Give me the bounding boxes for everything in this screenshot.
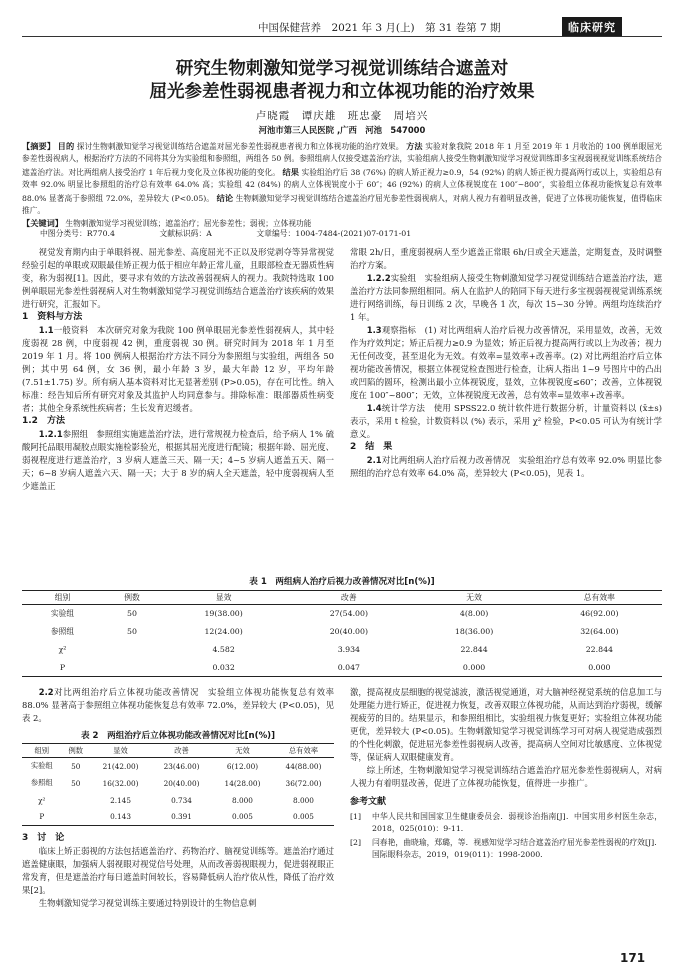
t1-cell: 0.032 xyxy=(212,662,235,672)
t1-cell: 19(38.00) xyxy=(204,609,243,619)
t1-cell: 50 xyxy=(127,609,137,619)
authors: 卢晓霞 谭庆雄 班忠豪 周培兴 xyxy=(255,110,429,122)
t1-header: 组别 xyxy=(54,593,71,602)
s11-text: 一般资料 本次研究对象为我院 100 例单眼屈光参差性弱视病人，其中轻度弱视 28 例，中度弱视 42 例，重度弱视 30 例。研究时间为 2018 年 1 月至 2019 年 1 月。将 100 例病人根据治疗方法不同分为参照组与实验组，两组各 50 例；其中男 64 例，女 36 例，最小年龄 3 岁，最大年龄 12 岁，平均年龄 (7.51±1.75) 岁。所有病人基本资料对比无显著差别 (P>0.05)，存在可比性。纳入标准：经告知后所有研究对象及其监护人均同意参与。排除标准：眼部器质性病变者；其他全身系统性疾病者；生长发育迟缓者。 xyxy=(22,325,334,413)
abstract-method: 实验对象我院 2018 年 1 月至 2019 年 1 月收治的 100 例单眼屈光参差性弱视病人，根据治疗方法的不同将其分为实验组和参照组，两组各 50 例。参照组病人仅接受遮盖治疗法，实验组病人接受生物刺激知觉学习视觉训练即多宝视弱视视觉训练系统结合遮盖治疗法。对比两组病人接受治疗 1 年后视力变化及立体视功能的变化。 xyxy=(22,142,662,177)
t2-cell: 实验组 xyxy=(30,761,53,771)
method-continued: 常眼 2h/日，重度弱视病人至少遮盖正常眼 6h/日或全天遮盖，定期复查，及时调整治疗方案。 xyxy=(350,247,662,270)
t2-cell: 20(40.00) xyxy=(163,778,200,788)
t1-cell: 参照组 xyxy=(50,627,75,636)
t2-header: 无效 xyxy=(235,745,250,755)
abstract-result: 实验组治疗后 38 (76%) 的病人矫正视力≥0.9，54 (92%) 的病人矫正视力提高两行或以上，实验组总有效率 92.0% 明显比参照组的治疗总有效率 64.0% 高；实验组 42 (84%) 的病人立体视锐度小于 60″；46 (92%) 的病人立体视锐度在 100″~800″，实验组立体视功能恢复总有效率 88.0% 显著高于参照组 72.0%，差异较大 (P<0.05)。 xyxy=(22,167,663,203)
keywords-label: 【关键词】 xyxy=(22,218,63,229)
lower-left-column xyxy=(22,686,334,910)
t2-cell: 0.734 xyxy=(171,795,192,805)
table-row xyxy=(22,775,334,792)
running-header xyxy=(22,16,662,38)
reference-item xyxy=(350,811,662,835)
reference-text: 中华人民共和国国家卫生健康委员会．弱视诊治指南[J]．中国实用乡村医生杂志，2018，025(010)：9-11． xyxy=(372,812,662,833)
t2-cell: 50 xyxy=(71,761,81,771)
t1-cell: 22.844 xyxy=(460,645,488,654)
t2-cell: 23(46.00) xyxy=(163,761,200,771)
reference-text: 闫春艳，曲晓瑜，郑璐，等．视感知觉学习结合遮盖治疗屈光参差性弱视的疗效[J]．国际眼科杂志，2019，019(011)：1998-2000． xyxy=(372,838,662,859)
page-number: 171 xyxy=(620,951,646,965)
table-1 xyxy=(22,575,662,677)
t2-cell: 8.000 xyxy=(293,795,314,805)
table-row xyxy=(22,659,662,677)
right-column xyxy=(350,246,662,480)
t1-cell: 0.000 xyxy=(462,662,486,672)
t1-cell: 12(24.00) xyxy=(204,627,243,636)
conclusion-paragraph: 综上所述，生物刺激知觉学习视觉训练结合遮盖治疗屈光参差性弱视病人，对病人视力有着明显改善，促进了立体视功能恢复，值得进一步推广。 xyxy=(350,765,662,788)
reference-item xyxy=(350,837,662,861)
discussion-paragraph-1: 临床上矫正弱视的方法包括遮盖治疗、药物治疗、脑视觉训练等。遮盖治疗通过遮盖健康眼，加强病人弱视眼对视觉信号处理，从而改善弱视眼视力，促进弱视眼正常发育，但是遮盖治疗每日遮盖时间较长，容易降低病人治疗依从性，降低了治疗效果[2]。 xyxy=(22,846,334,895)
purpose-label: 目的 xyxy=(57,141,75,151)
t1-header: 显效 xyxy=(215,593,232,602)
t1-cell xyxy=(103,641,161,659)
t2-cell: 2.145 xyxy=(110,795,131,805)
t2-header: 改善 xyxy=(174,745,189,755)
table-row xyxy=(22,792,334,809)
t1-cell: 0.047 xyxy=(337,662,361,672)
t1-cell: 3.934 xyxy=(337,645,361,654)
table-1-title: 表 1 两组病人治疗后视力改善情况对比[n(%)] xyxy=(249,577,435,587)
t2-cell: 44(88.00) xyxy=(285,761,322,771)
journal-info: 中国保健营养 2021 年 3 月(上) 第 31 卷第 7 期 xyxy=(258,22,501,34)
s121-text: 参照组 参照组实施遮盖治疗法，进行常规视力检查后，给予病人 1% 硫酸阿托品眼用凝胶点眼实施检影验光，根据其屈光度进行配镜；根据年龄、屈光度、弱视程度进行遮盖治疗，3 岁病人遮盖三天、隔一天；4~5 岁病人遮盖五天、隔一天；6~8 岁病人遮盖六天、隔一天；大于 8 岁的病人全天遮盖，轻中度弱视病人至少遮盖正 xyxy=(22,429,334,491)
article-title xyxy=(22,58,662,104)
t2-cell: 0.005 xyxy=(293,812,314,822)
t1-cell: 46(92.00) xyxy=(580,609,619,619)
t2-cell: χ² xyxy=(38,795,46,805)
s21-label: 2.1 xyxy=(366,455,382,465)
t2-header: 显效 xyxy=(113,745,128,755)
section-heading-1: 1 资料与方法 xyxy=(22,312,83,322)
lower-right-column xyxy=(350,686,662,861)
t2-cell: 6(12.00) xyxy=(226,761,259,771)
abstract-conclusion: 生物刺激知觉学习视觉训练结合遮盖治疗屈光参差性弱视病人，对病人视力有着明显改善，促进了立体视功能恢复，值得临床推广。 xyxy=(22,193,662,216)
article-number: 文章编号：1004-7484-(2021)07-0171-01 xyxy=(256,229,412,238)
t1-cell: 实验组 xyxy=(50,609,75,619)
t1-cell: 32(64.00) xyxy=(580,627,619,636)
t1-cell: 20(40.00) xyxy=(329,627,369,636)
abstract-purpose: 探讨生物刺激知觉学习视觉训练结合遮盖对屈光参差性弱视患者视力和立体视功能的治疗效果。 xyxy=(76,142,404,151)
table-row xyxy=(22,605,662,623)
t1-header: 无效 xyxy=(466,593,482,602)
t1-cell: 4.582 xyxy=(212,645,235,654)
t2-cell: P xyxy=(39,812,45,822)
abstract-label: 【摘要】 xyxy=(22,141,56,151)
table-row xyxy=(22,809,334,826)
t2-cell: 参照组 xyxy=(30,778,53,787)
t1-cell: 27(54.00) xyxy=(329,609,369,619)
t1-cell: 18(36.00) xyxy=(454,627,494,636)
t2-cell: 8.000 xyxy=(232,795,253,805)
t2-cell: 0.143 xyxy=(110,812,131,822)
t2-cell: 16(32.00) xyxy=(102,778,139,788)
t1-header: 总有效率 xyxy=(583,593,615,602)
t1-cell: P xyxy=(59,662,66,672)
s13-label: 1.3 xyxy=(366,325,382,335)
conclusion-label: 结论 xyxy=(216,192,234,203)
table-1-grid xyxy=(22,590,662,677)
t2-header: 总有效率 xyxy=(288,745,319,755)
section-badge: 临床研究 xyxy=(562,17,622,37)
t1-cell: 4(8.00) xyxy=(459,609,489,619)
t1-cell: 50 xyxy=(127,627,137,636)
result-label: 结果 xyxy=(282,166,299,177)
doc-code: 文献标识码：A xyxy=(159,229,212,238)
s22-label: 2.2 xyxy=(38,687,54,697)
left-column xyxy=(22,246,334,493)
t2-cell: 50 xyxy=(71,778,81,788)
s122-label: 1.2.2 xyxy=(366,273,391,283)
keywords-text: 生物刺激知觉学习视觉训练；遮盖治疗；屈光参差性；弱视；立体视功能 xyxy=(65,219,312,229)
s13-text: 观察指标 (1) 对比两组病人治疗后视力改善情况，采用显效，改善，无效作为疗效判定；矫正后视力≥0.9 为显效；矫正后视力提高两行或以上为改善；视力无任何改变，甚至退化为无效。有效率=显效率+改善率。(2) 对比两组治疗后立体视功能改善情况，根据立体视觉检查图进行检查，让病人指出 1~9 号图片中的凸出或凹陷的圆环，检测出最小立体视锐度，显效，立体视锐度≤60″；改善，立体视锐度在 100″~800″；无效，立体视锐度无改善，总有效率=显效率+改善率。 xyxy=(350,325,662,400)
header-rule xyxy=(22,36,662,37)
table-row xyxy=(22,758,334,775)
title-line-1: 研究生物刺激知觉学习视觉训练结合遮盖对 xyxy=(175,59,509,79)
s22-text: 对比两组治疗后立体视功能改善情况 实验组立体视功能恢复总有效率 88.0% 显著高于参照组立体视功能恢复总有效率 72.0%，差异较大 (P<0.05)，见表 2。 xyxy=(22,687,334,723)
section-heading-1-2: 1.2 方法 xyxy=(22,416,65,426)
t1-header: 例数 xyxy=(124,593,140,602)
t1-header: 改善 xyxy=(341,593,357,602)
t1-cell: χ² xyxy=(58,645,67,654)
t2-header: 组别 xyxy=(34,745,50,755)
t1-cell: 22.844 xyxy=(585,645,613,654)
s122-text: 实验组 实验组病人接受生物刺激知觉学习视觉训练结合遮盖治疗法，遮盖治疗方法同参照组相同。病人在监护人的陪同下每天进行多宝视弱视视觉训练系统进行网络训练，每日训练 2 次，早晚各 1 次，每次 15~30 分钟。两组均连续治疗 1 年。 xyxy=(350,273,662,322)
clc-number: 中图分类号：R770.4 xyxy=(40,229,115,238)
affiliation: 河池市第三人民医院 ,广西 河池 547000 xyxy=(258,125,426,135)
t2-cell: 14(28.00) xyxy=(224,778,261,788)
method-label: 方法 xyxy=(406,141,423,151)
s121-label: 1.2.1 xyxy=(38,429,63,439)
title-line-2: 屈光参差性弱视患者视力和立体视功能的治疗效果 xyxy=(149,82,535,102)
t2-cell xyxy=(62,792,90,809)
t2-cell: 21(42.00) xyxy=(102,761,139,771)
reference-number: [2] xyxy=(350,838,362,847)
t2-cell: 0.391 xyxy=(171,812,192,822)
table-2-grid xyxy=(22,743,334,826)
s11-label: 1.1 xyxy=(38,325,54,335)
t2-cell xyxy=(62,809,90,826)
s14-label: 1.4 xyxy=(366,403,382,413)
t2-cell: 36(72.00) xyxy=(285,778,322,788)
section-heading-3: 3 讨 论 xyxy=(22,833,65,843)
abstract xyxy=(22,140,662,231)
s21-text: 对比两组病人治疗后视力改善情况 实验组治疗总有效率 92.0% 明显比参照组的治疗总有效率 64.0% 高，差异较大 (P<0.05)，见表 1。 xyxy=(350,455,662,478)
intro-paragraph: 视觉发育期内由于单眼斜视、屈光参差、高度屈光不正以及形觉剥夺等异常视觉经验引起的单眼或双眼最佳矫正视力低于相应年龄正常儿童，且眼部检查无器质性病变，称为弱视[1]。因此，要寻求有效的方法改善弱视病人的视力。我院特选取 100 例单眼屈光参差性弱视病人对生物刺激知觉学习视觉训练结合遮盖治疗该疾病的效果进行研究，汇报如下。 xyxy=(22,247,334,309)
section-heading-2: 2 结 果 xyxy=(350,442,393,452)
reference-number: [1] xyxy=(350,812,362,821)
discussion-paragraph-3: 激，提高视皮层细胞的视觉滤波，激活视觉通道，对大脑神经视觉系统的信息加工与处理能力进行矫正，促进视力恢复，改善双眼立体视功能，从而达到治疗弱视，缓解视疲劳的目的。结果显示，和参照组相比，实验组视力恢复更好；实验组立体视功能更优，差异较大 (P<0.05)。生物刺激知觉学习视觉训练学习可对病人视觉造成强烈的个性化刺激，促进屈光参差性弱视病人改善，提高病人空间对比敏感度、立体视觉等，保证病人双眼健康发育。 xyxy=(350,687,662,762)
t1-cell: 0.000 xyxy=(588,662,611,672)
t2-cell: 0.005 xyxy=(232,812,253,822)
table-2-title: 表 2 两组治疗后立体视功能改善情况对比[n(%)] xyxy=(80,731,276,741)
discussion-paragraph-2: 生物刺激知觉学习视觉训练主要通过特别设计的生物信息刺 xyxy=(38,898,257,908)
table-row xyxy=(22,641,662,659)
t1-cell xyxy=(103,659,161,677)
references-heading: 参考文献 xyxy=(350,797,387,807)
t2-header: 例数 xyxy=(68,745,84,755)
classification-line xyxy=(40,228,660,239)
s14-text: 统计学方法 使用 SPSS22.0 统计软件进行数据分析，计量资料以 (x̄±s) 表示，采用 t 检验，计数资料以 (%) 表示，采用 χ² 检验，P<0.05 可认为有统计学意义。 xyxy=(350,403,662,439)
table-row xyxy=(22,623,662,641)
